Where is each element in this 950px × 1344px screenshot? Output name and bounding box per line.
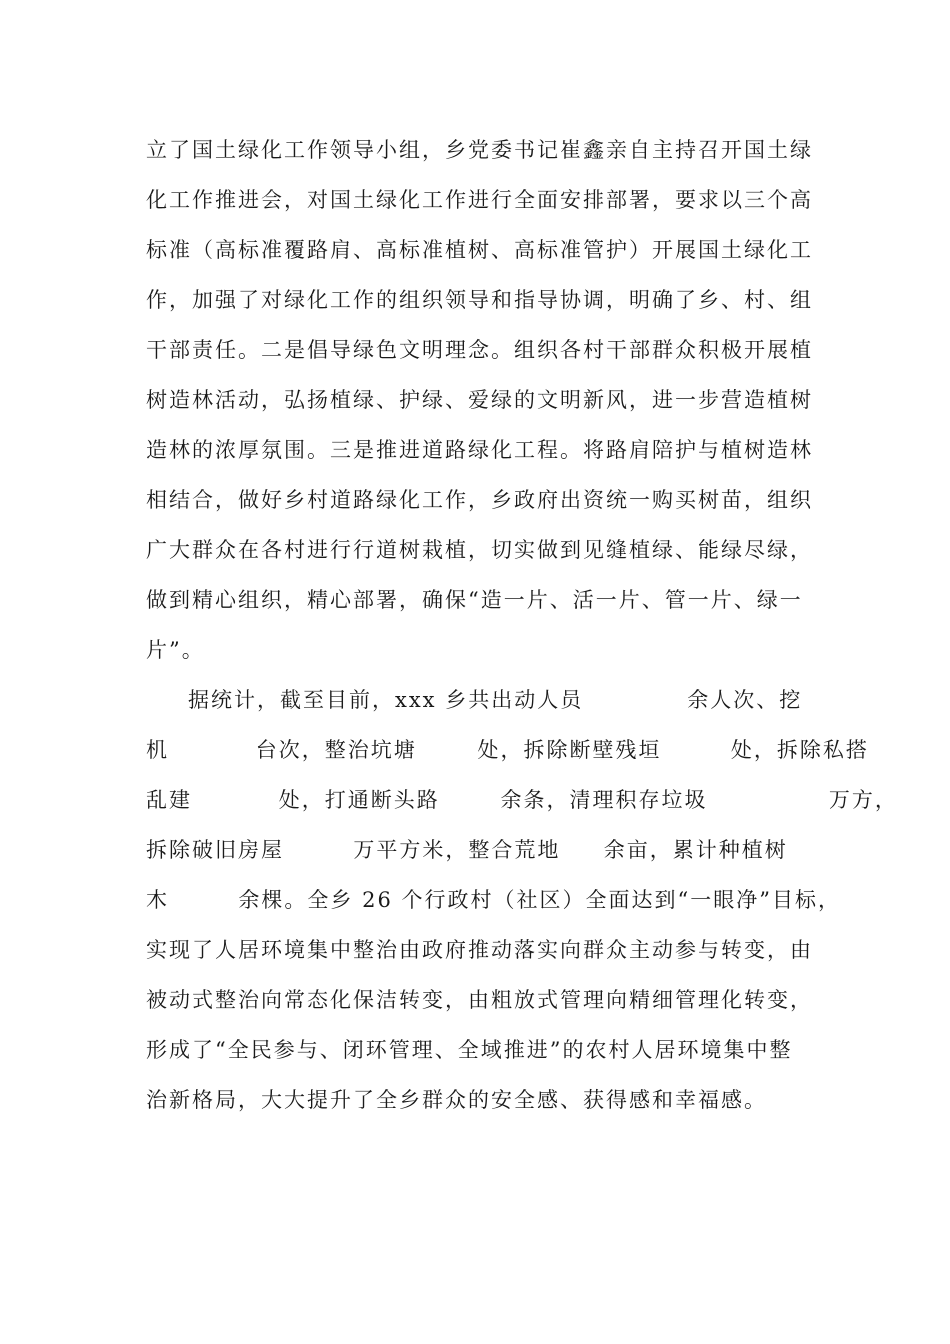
- text-line: 广大群众在各村进行行道树栽植，切实做到见缝植绿、能绿尽绿，: [146, 538, 813, 562]
- text-line: 相结合，做好乡村道路绿化工作，乡政府出资统一购买树苗，组织: [146, 488, 813, 512]
- text-line: 作，加强了对绿化工作的组织领导和指导协调，明确了乡、村、组: [146, 288, 813, 312]
- text-line: 做到精心组织，精心部署，确保“造一片、活一片、管一片、绿一: [146, 588, 803, 612]
- text-line: 实现了人居环境集中整治由政府推动落实向群众主动参与转变，由: [146, 938, 813, 962]
- text-line: 形成了“全民参与、闭环管理、全域推进”的农村人居环境集中整: [146, 1038, 793, 1062]
- text-line: 治新格局，大大提升了全乡群众的安全感、获得感和幸福感。: [146, 1088, 767, 1112]
- text-line: 干部责任。二是倡导绿色文明理念。组织各村干部群众积极开展植: [146, 338, 813, 362]
- text-line: 造林的浓厚氛围。三是推进道路绿化工程。将路肩陪护与植树造林: [146, 438, 813, 462]
- text-line: 机 台次，整治坑塘 处，拆除断壁残垣 处，拆除私搭: [146, 738, 869, 762]
- text-line: 乱建 处，打通断头路 余条，清理积存垃圾 万方，: [146, 788, 898, 812]
- text-line: 化工作推进会，对国土绿化工作进行全面安排部署，要求以三个高: [146, 188, 813, 212]
- text-line: 立了国土绿化工作领导小组，乡党委书记崔鑫亲自主持召开国土绿: [146, 138, 813, 162]
- text-line: 拆除破旧房屋 万平方米，整合荒地 余亩，累计种植树: [146, 838, 788, 862]
- text-line: 木 余棵。全乡 26 个行政村（社区）全面达到“一眼净”目标，: [146, 888, 841, 912]
- paragraph-first-line: 据统计，截至目前，xxx 乡共出动人员 余人次、挖: [188, 688, 803, 712]
- text-line: 标准（高标准覆路肩、高标准植树、高标准管护）开展国土绿化工: [146, 238, 813, 262]
- text-line: 被动式整治向常态化保洁转变，由粗放式管理向精细管理化转变，: [146, 988, 813, 1012]
- text-line: 树造林活动，弘扬植绿、护绿、爱绿的文明新风，进一步营造植树: [146, 388, 813, 412]
- text-line: 片”。: [146, 638, 205, 662]
